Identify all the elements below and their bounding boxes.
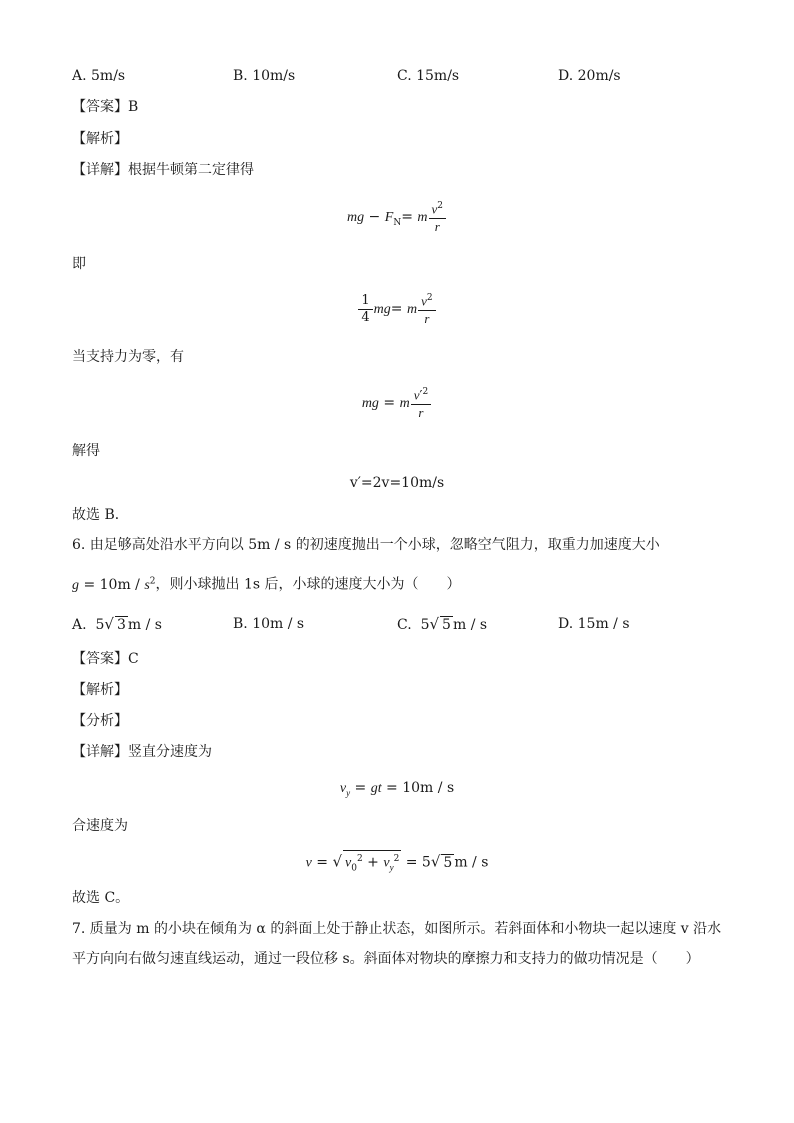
- q5-formula-quarter: $\frac{1}{4}$ mg= m $\frac{v^2}{r}$: [0, 290, 794, 328]
- q6-conclusion: 故选 C。: [72, 890, 130, 906]
- q6-g-value: $g = 10m / s^2$: [72, 576, 156, 593]
- q5-answer: 【答案】B: [72, 99, 139, 115]
- q5-option-b: B. 10m/s: [233, 68, 296, 84]
- q7-stem-line1: 7. 质量为 m 的小块在倾角为 α 的斜面上处于静止状态，如图所示。若斜面体和小物块一起以速度 v 沿水: [72, 921, 722, 937]
- q6-option-d: D. 15m / s: [558, 616, 630, 632]
- q5-when-zero: 当支持力为零，有: [72, 349, 184, 365]
- q6-formula-vy: $v_y$ = gt = 10m / s: [339, 780, 455, 798]
- q6-fenxi: 【分析】: [72, 713, 128, 729]
- q5-option-a: A. 5m/s: [72, 68, 126, 84]
- q5-option-c: C. 15m/s: [397, 68, 460, 84]
- q6-stem-line2: [72, 571, 461, 596]
- q6-stem-line2-tail: ，则小球抛出 1s 后，小球的速度大小为（ ）: [155, 576, 461, 593]
- q5-ji: 即: [72, 256, 86, 272]
- q6-option-b: B. 10m / s: [233, 616, 305, 632]
- q6-formula-resultant: v = √ $v_0^2 + v_y^2 = 5√$ 5 m / s: [0, 850, 794, 876]
- q6-detail: 【详解】竖直分速度为: [72, 744, 212, 760]
- q6-stem-line1: 6. 由足够高处沿水平方向以 5m / s 的初速度抛出一个小球，忽略空气阻力，取重力加速度大小: [72, 537, 660, 553]
- q7-stem-line2: 平方向向右做匀速直线运动，通过一段位移 s。斜面体对物块的摩擦力和支持力的做功情况是（ ）: [72, 951, 700, 967]
- q5-formula-newton: mg − $F_N= m$ $\frac{v^2}{r}$: [0, 198, 794, 236]
- q5-analysis: 【解析】: [72, 131, 128, 147]
- q5-detail: 【详解】根据牛顿第二定律得: [72, 162, 254, 178]
- q6-option-a: A. 5√ 3 m / s: [72, 615, 162, 633]
- q6-analysis: 【解析】: [72, 682, 128, 698]
- q5-jiede: 解得: [72, 443, 100, 459]
- q6-answer: 【答案】C: [72, 651, 139, 667]
- q6-he: 合速度为: [72, 818, 128, 834]
- q5-formula-zero-normal: mg = m $\frac{v'^2}{r}$: [0, 384, 794, 422]
- q5-option-d: D. 20m/s: [558, 68, 621, 84]
- q5-conclusion: 故选 B．: [72, 507, 129, 523]
- q6-option-c: C. 5√ 5 m / s: [397, 615, 488, 633]
- q5-result: v′=2v=10m/s: [349, 475, 445, 491]
